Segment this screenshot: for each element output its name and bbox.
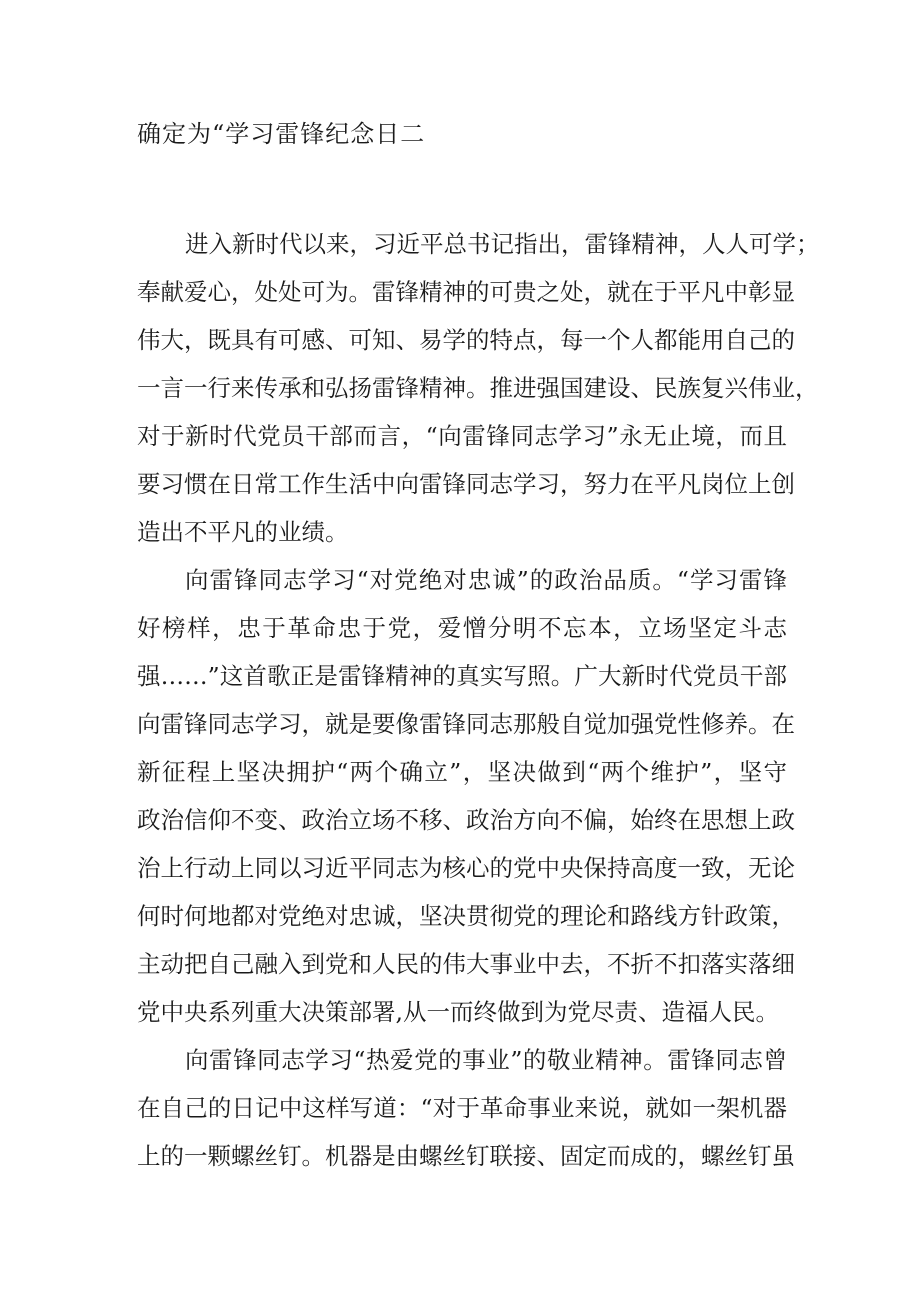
paragraph-3-line-2: 在自己的日记中这样写道：“对于革命事业来说，就如一架机器 <box>137 1094 787 1122</box>
paragraph-2-line-2: 好榜样，忠于革命忠于党，爱憎分明不忘本，立场坚定斗志 <box>137 614 787 642</box>
document-heading-line: 确定为“学习雷锋纪念日二 <box>137 120 426 148</box>
paragraph-1-line-6: 要习惯在日常工作生活中向雷锋同志学习，努力在平凡岗位上创 <box>137 470 795 498</box>
document-body <box>137 220 820 1180</box>
paragraph-2-line-3: 强……”这首歌正是雷锋精神的真实写照。广大新时代党员干部 <box>137 662 787 690</box>
paragraph-2-line-4: 向雷锋同志学习，就是要像雷锋同志那般自觉加强党性修养。在 <box>137 710 795 738</box>
paragraph-2-line-1: 向雷锋同志学习“对党绝对忠诚”的政治品质。“学习雷锋 <box>185 566 787 594</box>
paragraph-2-line-8: 何时何地都对党绝对忠诚，坚决贯彻党的理论和路线方针政策， <box>137 902 795 930</box>
paragraph-2-line-9: 主动把自己融入到党和人民的伟大事业中去，不折不扣落实落细 <box>137 950 795 978</box>
paragraph-1-line-5: 对于新时代党员干部而言，“向雷锋同志学习”永无止境，而且 <box>137 422 787 450</box>
paragraph-2-line-10: 党中央系列重大决策部署,从一而终做到为党尽责、造福人民。 <box>137 998 779 1026</box>
paragraph-1-line-7: 造出不平凡的业绩。 <box>137 518 349 546</box>
paragraph-2-line-6: 政治信仰不变、政治立场不移、政治方向不偏，始终在思想上政 <box>137 806 795 834</box>
paragraph-3-line-3: 上的一颗螺丝钉。机器是由螺丝钉联接、固定而成的，螺丝钉虽 <box>137 1142 795 1170</box>
paragraph-1-line-4: 一言一行来传承和弘扬雷锋精神。推进强国建设、民族复兴伟业， <box>137 374 819 402</box>
paragraph-1-line-3: 伟大，既具有可感、可知、易学的特点，每一个人都能用自己的 <box>137 326 795 354</box>
paragraph-2-line-7: 治上行动上同以习近平同志为核心的党中央保持高度一致，无论 <box>137 854 795 882</box>
paragraph-3-line-1: 向雷锋同志学习“热爱党的事业”的敬业精神。雷锋同志曾 <box>185 1046 787 1074</box>
paragraph-1-line-1: 进入新时代以来，习近平总书记指出，雷锋精神，人人可学； <box>185 230 820 258</box>
paragraph-2-line-5: 新征程上坚决拥护“两个确立”，坚决做到“两个维护”，坚守 <box>137 758 787 786</box>
paragraph-1-line-2: 奉献爱心，处处可为。雷锋精神的可贵之处，就在于平凡中彰显 <box>137 278 795 306</box>
